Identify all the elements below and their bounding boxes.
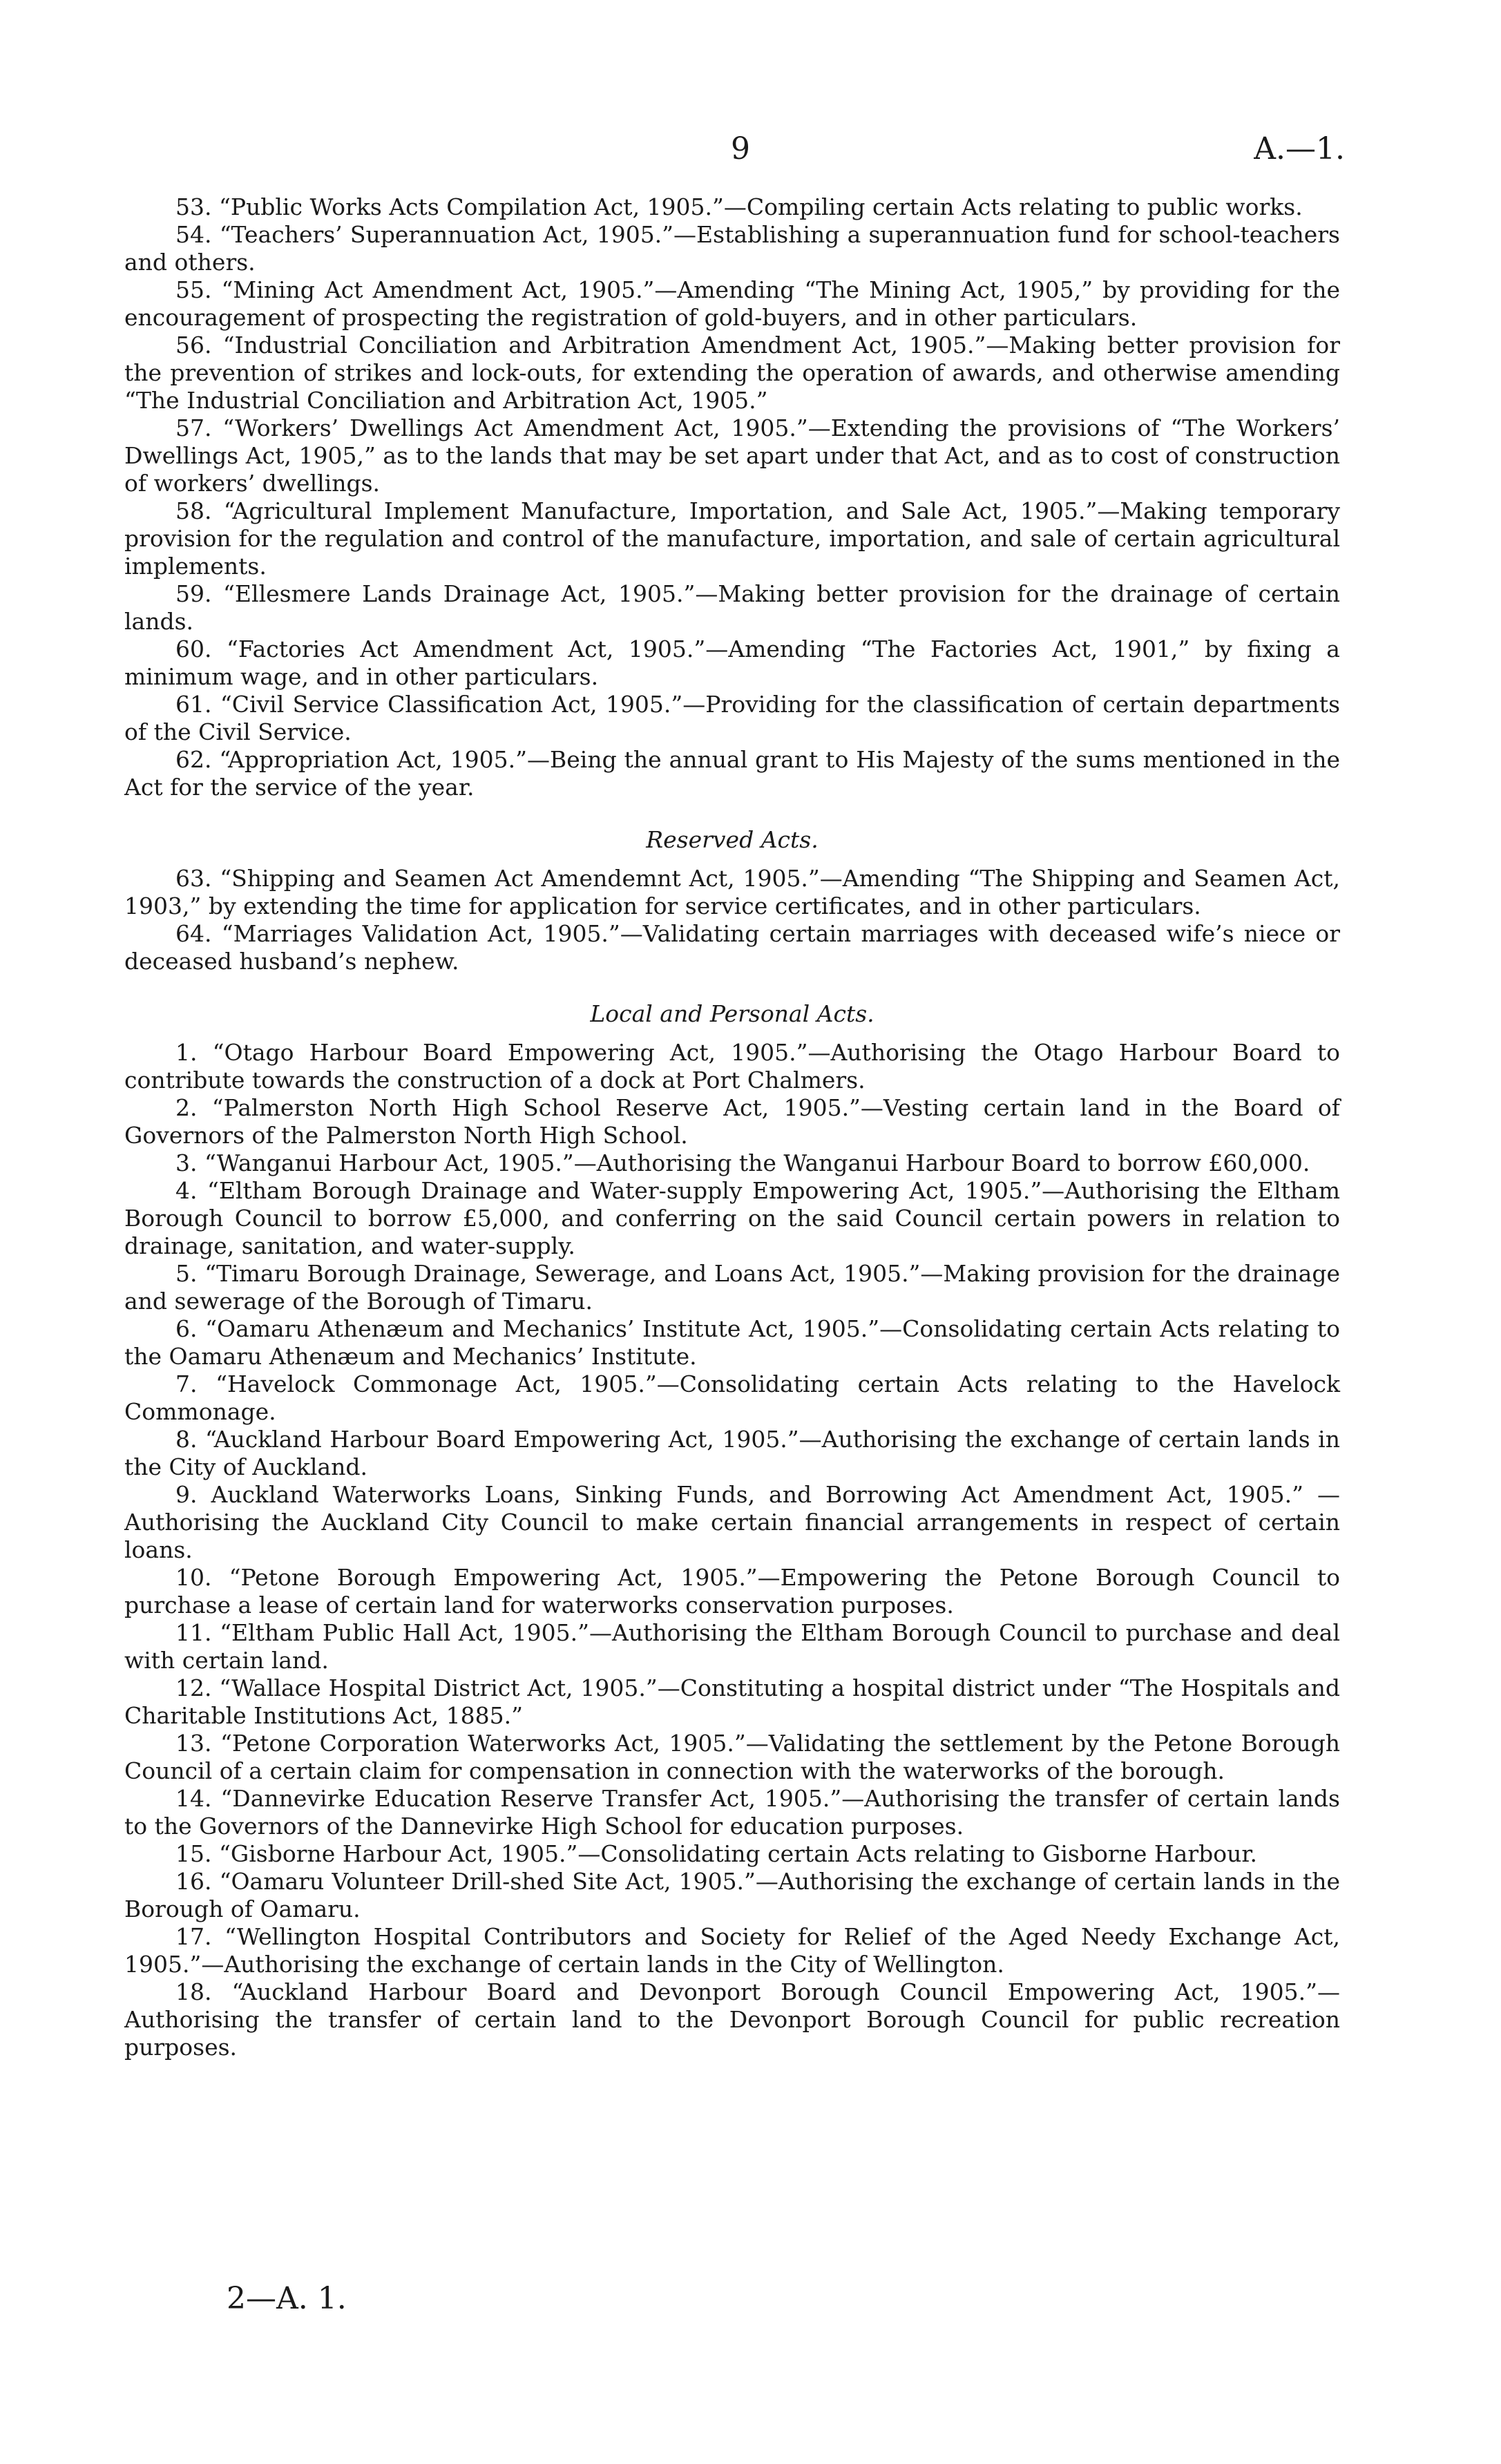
act-entry: 4. “Eltham Borough Drainage and Water-supply Empowering Act, 1905.”—Authorising the Eltham Borough Council to borrow £5,000, and conferring on the said Council certain powers in relation to drainage, sanitation, and water-supply. [124,1177,1340,1259]
act-entry: 57. “Workers’ Dwellings Act Amendment Act, 1905.”—Extending the provisions of “The Workers’ Dwellings Act, 1905,” as to the lands that may be set apart under that Act, and as to cost of construction of workers’ dwellings. [124,414,1340,497]
act-entry: 62. “Appropriation Act, 1905.”—Being the annual grant to His Majesty of the sums mentioned in the Act for the service of the year. [124,746,1340,801]
act-entry: 18. “Auckland Harbour Board and Devonport Borough Council Empowering Act, 1905.”—Authorising the transfer of certain land to the Devonport Borough Council for public recreation purposes. [124,1978,1340,2061]
act-entry: 3. “Wanganui Harbour Act, 1905.”—Authorising the Wanganui Harbour Board to borrow £60,000. [175,1149,1310,1176]
act-entry: 2. “Palmerston North High School Reserve Act, 1905.”—Vesting certain land in the Board of Governors of the Palmerston North High School. [124,1094,1340,1149]
section-heading: Local and Personal Acts. [590,1000,874,1027]
section-heading: Reserved Acts. [646,826,819,853]
section-general-acts [124,193,1340,801]
act-entry: 8. “Auckland Harbour Board Empowering Act, 1905.”—Authorising the exchange of certain lands in the City of Auckland. [124,1426,1340,1480]
page-header [0,131,1501,180]
act-entry: 55. “Mining Act Amendment Act, 1905.”—Amending “The Mining Act, 1905,” by providing for the encouragement of prospecting the registration of gold-buyers, and in other particulars. [124,276,1340,331]
act-entry: 15. “Gisborne Harbour Act, 1905.”—Consolidating certain Acts relating to Gisborne Harbour. [175,1840,1257,1867]
act-entry: 54. “Teachers’ Superannuation Act, 1905.”—Establishing a superannuation fund for school-teachers and others. [124,221,1340,276]
signature-mark: 2—A. 1. [227,2281,347,2316]
act-entry: 12. “Wallace Hospital District Act, 1905.”—Constituting a hospital district under “The Hospitals and Charitable Institutions Act, 1885.” [124,1674,1340,1729]
act-entry: 17. “Wellington Hospital Contributors and Society for Relief of the Aged Needy Exchange Act, 1905.”—Authorising the exchange of certain lands in the City of Wellington. [124,1923,1340,1978]
act-entry: 1. “Otago Harbour Board Empowering Act, 1905.”—Authorising the Otago Harbour Board to contribute towards the construction of a dock at Port Chalmers. [124,1039,1340,1093]
section-local-personal-acts [124,1000,1340,2061]
act-entry: 6. “Oamaru Athenæum and Mechanics’ Institute Act, 1905.”—Consolidating certain Acts relating to the Oamaru Athenæum and Mechanics’ Institute. [124,1315,1340,1370]
act-entry: 58. “Agricultural Implement Manufacture, Importation, and Sale Act, 1905.”—Making temporary provision for the regulation and control of the manufacture, importation, and sale of certain agricultural implements. [124,497,1340,580]
section-reserved-acts [124,826,1340,975]
act-entry: 61. “Civil Service Classification Act, 1905.”—Providing for the classification of certain departments of the Civil Service. [124,691,1340,745]
act-entry: 14. “Dannevirke Education Reserve Transfer Act, 1905.”—Authorising the transfer of certain lands to the Governors of the Dannevirke High School for education purposes. [124,1785,1340,1840]
act-entry: 16. “Oamaru Volunteer Drill-shed Site Act, 1905.”—Authorising the exchange of certain lands in the Borough of Oamaru. [124,1868,1340,1922]
act-entry: 10. “Petone Borough Empowering Act, 1905.”—Empowering the Petone Borough Council to purchase a lease of certain land for waterworks conservation purposes. [124,1564,1340,1618]
act-entry: 56. “Industrial Conciliation and Arbitration Amendment Act, 1905.”—Making better provision for the prevention of strikes and lock-outs, for extending the operation of awards, and otherwise amending “The Industrial Conciliation and Arbitration Act, 1905.” [124,332,1340,414]
act-entry: 13. “Petone Corporation Waterworks Act, 1905.”—Validating the settlement by the Petone Borough Council of a certain claim for compensation in connection with the waterworks of the borough. [124,1730,1340,1784]
act-entry: 53. “Public Works Acts Compilation Act, 1905.”—Compiling certain Acts relating to public works. [175,193,1303,220]
document-reference: A.—1. [1254,131,1345,166]
act-entry: 60. “Factories Act Amendment Act, 1905.”—Amending “The Factories Act, 1901,” by fixing a minimum wage, and in other particulars. [124,636,1340,690]
act-entry: 7. “Havelock Commonage Act, 1905.”—Consolidating certain Acts relating to the Havelock Commonage. [124,1371,1340,1425]
act-entry: 5. “Timaru Borough Drainage, Sewerage, and Loans Act, 1905.”—Making provision for the drainage and sewerage of the Borough of Timaru. [124,1260,1340,1315]
act-entry: 64. “Marriages Validation Act, 1905.”—Validating certain marriages with deceased wife’s niece or deceased husband’s nephew. [124,920,1340,975]
act-entry: 63. “Shipping and Seamen Act Amendemnt Act, 1905.”—Amending “The Shipping and Seamen Act, 1903,” by extending the time for application for service certificates, and in other particulars. [124,865,1340,919]
act-entry: 11. “Eltham Public Hall Act, 1905.”—Authorising the Eltham Borough Council to purchase and deal with certain land. [124,1619,1340,1674]
act-entry: 9. Auckland Waterworks Loans, Sinking Funds, and Borrowing Act Amendment Act, 1905.” —Authorising the Auckland City Council to make certain financial arrangements in respect of certain loans. [124,1481,1340,1563]
page-number: 9 [731,131,750,166]
act-entry: 59. “Ellesmere Lands Drainage Act, 1905.”—Making better provision for the drainage of certain lands. [124,580,1340,635]
document-body [124,193,1340,2061]
